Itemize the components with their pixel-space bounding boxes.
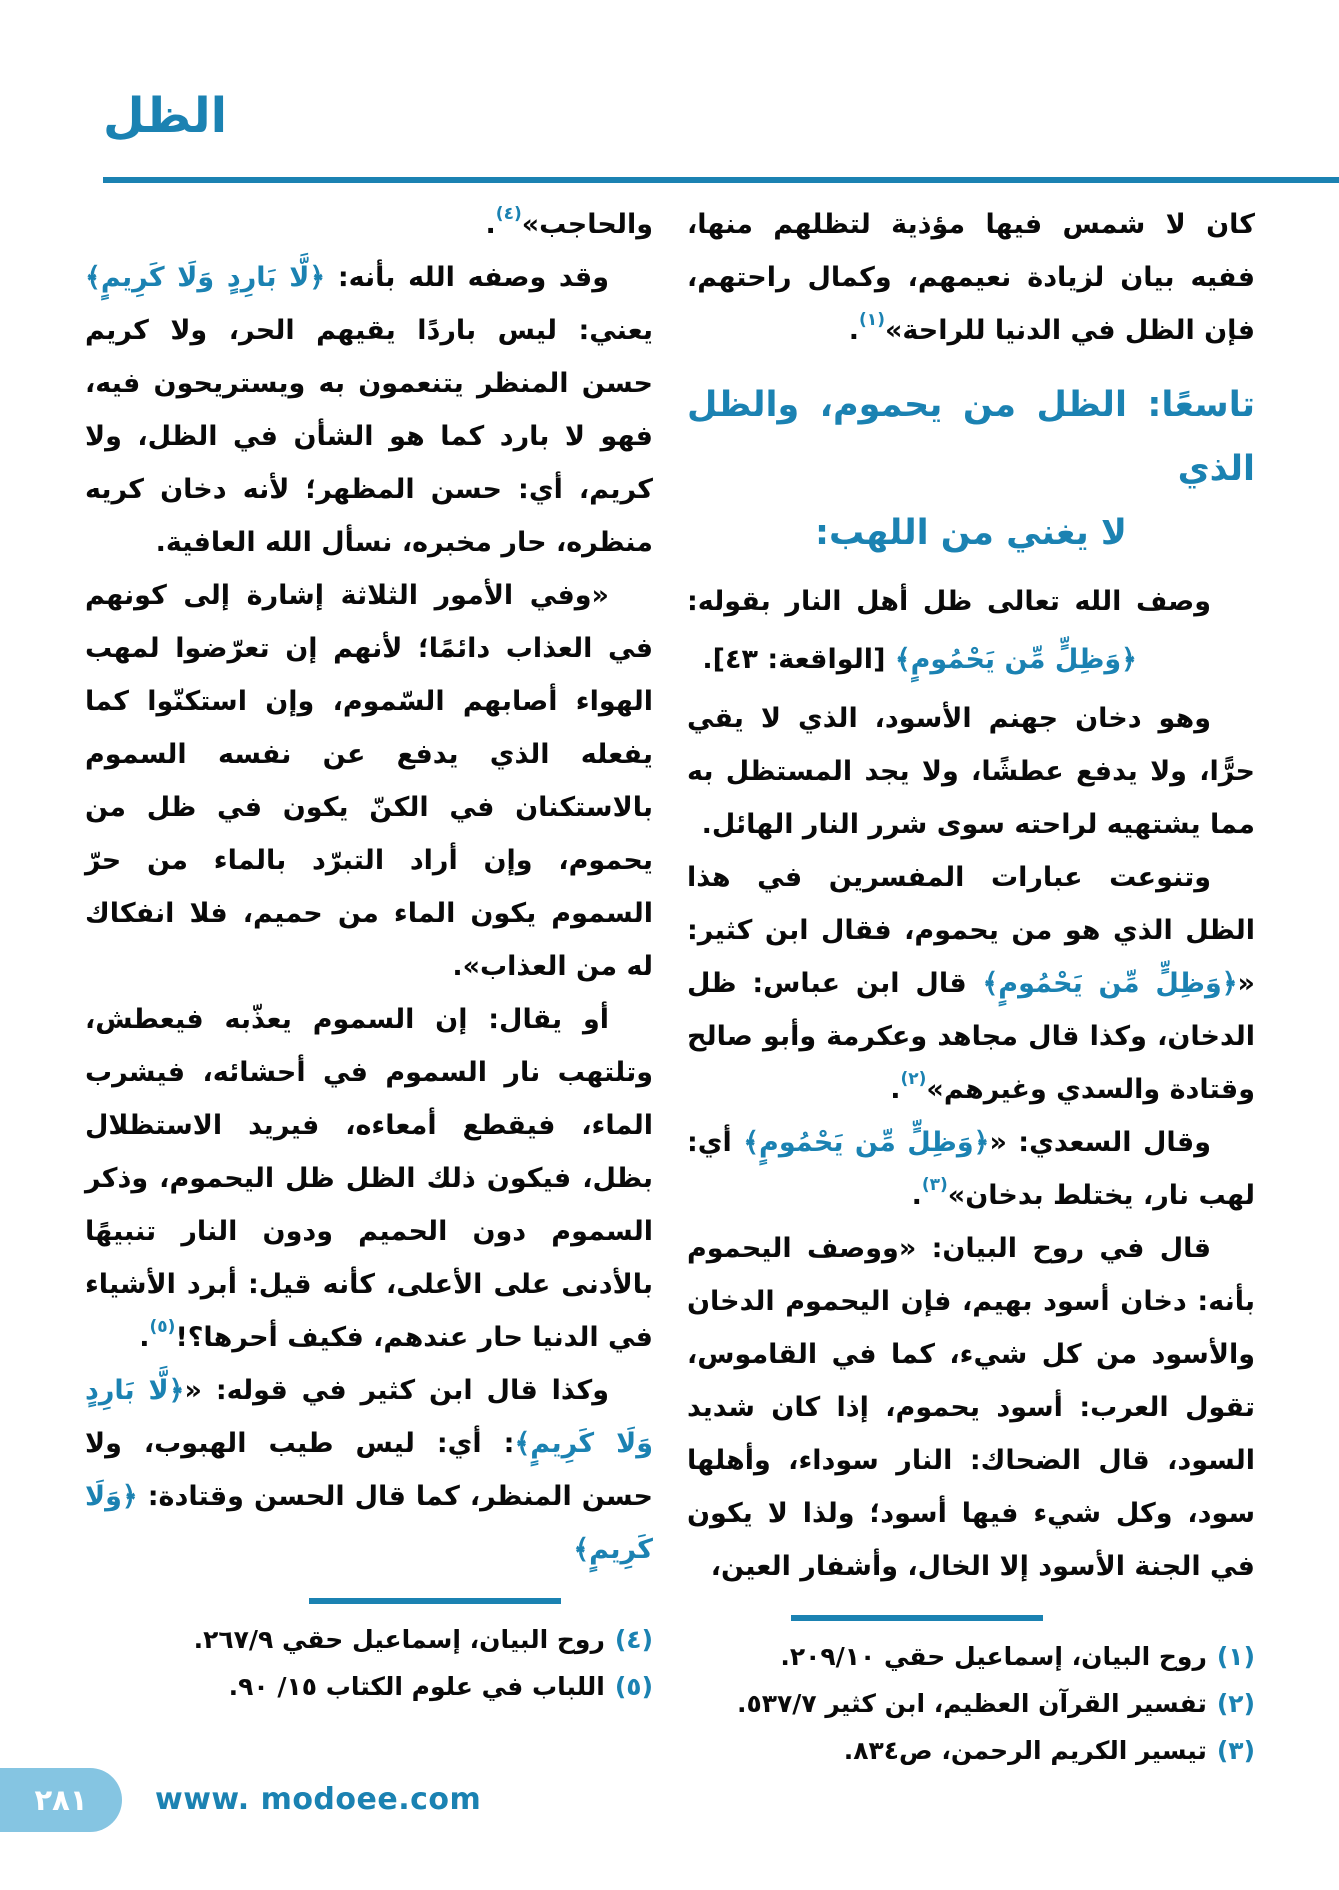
quran-verse: ﴿وَظِلٍّ مِّن يَحْمُومٍ﴾ xyxy=(743,1127,990,1158)
page-title: الظل xyxy=(103,88,228,144)
section-heading xyxy=(687,373,1255,565)
website-url: www. modoee.com xyxy=(155,1782,482,1817)
footnote-text: روح البيان، إسماعيل حقي ٢٦٧/٩. xyxy=(193,1625,605,1654)
text-run: . xyxy=(848,315,860,346)
header-rule xyxy=(103,177,1339,183)
footnote-marker: (١) xyxy=(1216,1642,1255,1671)
footnote xyxy=(85,1663,653,1710)
footnote-separator-rule xyxy=(791,1615,1043,1621)
quran-verse: ﴿وَظِلٍّ مِّن يَحْمُومٍ﴾ xyxy=(894,644,1137,675)
text-run: أي: لهب نار، يختلط بدخان» xyxy=(687,1127,1255,1211)
text-column-left xyxy=(85,198,653,1774)
text-run: وقال السعدي: « xyxy=(989,1127,1211,1158)
text-run: وقد وصفه الله بأنه: xyxy=(325,262,609,293)
text-run: . xyxy=(485,209,496,240)
text-run: . xyxy=(139,1322,150,1353)
footnote xyxy=(687,1633,1255,1680)
text-run: . xyxy=(890,1074,901,1105)
paragraph xyxy=(687,1116,1255,1222)
quran-verse: ﴿وَلَا كَرِيمٍ﴾ xyxy=(85,1481,653,1565)
footnote-ref-superscript: (٣) xyxy=(921,1175,948,1195)
text-run: وهو دخان جهنم الأسود، الذي لا يقي حرًّا، ولا يدفع عطشًا، ولا يجد المستظل به مما يشتهيه لراحته سوى شرر النار الهائل. xyxy=(687,703,1255,840)
footnote-marker: (٢) xyxy=(1216,1689,1255,1718)
footnote-ref-superscript: (٢) xyxy=(900,1069,927,1089)
text-run: «وفي الأمور الثلاثة إشارة إلى كونهم في العذاب دائمًا؛ لأنهم إن تعرّضوا لمهب الهواء أصابهم السّموم، وإن استكنّوا كما يفعله الذي يدفع عن نفسه السموم بالاستكنان في الكنّ يكون في ظل من يحموم، وإن أراد التبرّد بالماء من حرّ السموم يكون الماء من حميم، فلا انفكاك له من العذاب». xyxy=(85,580,653,982)
text-run: أو يقال: إن السموم يعذّبه فيعطش، وتلتهب نار السموم في أحشائه، فيشرب الماء، فيقطع أمعاءه، فيريد الاستظلال بظل، فيكون ذلك الظل ظل اليحموم، وذكر السموم دون الحميم ودون النار تنبيهًا بالأدنى على الأعلى، كأنه قيل: أبرد الأشياء في الدنيا حار عندهم، فكيف أحرها؟! xyxy=(85,1004,653,1353)
text-run: يعني: ليس باردًا يقيهم الحر، ولا كريم حسن المنظر يتنعمون به ويستريحون فيه، فهو لا بارد كما هو الشأن في الظل، ولا كريم، أي: حسن المظهر؛ لأنه دخان كريه منظره، حار مخبره، نسأل الله العافية. xyxy=(85,315,653,558)
text-column-right xyxy=(687,198,1255,1774)
text-run: قال ابن عباس: ظل الدخان، وكذا قال مجاهد وعكرمة وأبو صالح وقتادة والسدي وغيرهم» xyxy=(687,968,1255,1105)
paragraph xyxy=(687,1222,1255,1593)
footnote-marker: (٤) xyxy=(614,1625,653,1654)
paragraph xyxy=(687,575,1255,628)
text-run: : أي: ليس طيب الهبوب، ولا حسن المنظر، كما قال الحسن وقتادة: xyxy=(85,1428,653,1512)
page-number-pill xyxy=(0,1768,122,1832)
text-run: وتنوعت عبارات المفسرين في هذا الظل الذي هو من يحموم، فقال ابن كثير: « xyxy=(687,862,1255,999)
paragraph xyxy=(687,198,1255,357)
footnote-separator-rule xyxy=(309,1598,561,1604)
footnote xyxy=(687,1680,1255,1727)
footnote-text: اللباب في علوم الكتاب ١٥/ ٩٠. xyxy=(228,1672,605,1701)
footnote-marker: (٣) xyxy=(1216,1736,1255,1765)
paragraph xyxy=(85,251,653,569)
text-run: والحاجب» xyxy=(521,209,653,240)
footnote-text: تيسير الكريم الرحمن، ص٨٣٤. xyxy=(843,1736,1207,1765)
text-run: كان لا شمس فيها مؤذية لتظلهم منها، ففيه بيان لزيادة نعيمهم، وكمال راحتهم، فإن الظل في الدنيا للراحة» xyxy=(687,209,1255,346)
footnote xyxy=(687,1727,1255,1774)
text-run: وصف الله تعالى ظل أهل النار بقوله: xyxy=(687,586,1211,617)
footnote-text: تفسير القرآن العظيم، ابن كثير ٥٣٧/٧. xyxy=(737,1689,1207,1718)
paragraph xyxy=(687,851,1255,1116)
section-heading-line: لا يغني من اللهب: xyxy=(815,513,1127,553)
page-number: ٢٨١ xyxy=(34,1783,88,1817)
text-run: . xyxy=(911,1180,922,1211)
paragraph xyxy=(85,993,653,1364)
paragraph xyxy=(85,198,653,251)
footnote-text: روح البيان، إسماعيل حقي ٢٠٩/١٠. xyxy=(780,1642,1207,1671)
paragraph xyxy=(687,692,1255,851)
text-run: قال في روح البيان: «ووصف اليحموم بأنه: دخان أسود بهيم، فإن اليحموم الدخان والأسود من كل شيء، كما في القاموس، تقول العرب: أسود يحموم، إذا كان شديد السود، قال الضحاك: النار سوداء، وأهلها سود، وكل شيء فيها أسود؛ ولذا لا يكون في الجنة الأسود إلا الخال، وأشفار العين، xyxy=(687,1233,1255,1582)
paragraph xyxy=(85,1364,653,1576)
footnote-ref-superscript: (٤) xyxy=(495,204,522,224)
quran-verse-line xyxy=(687,628,1255,692)
footnotes-block xyxy=(687,1615,1255,1774)
paragraph xyxy=(85,569,653,993)
footnote-ref-superscript: (٥) xyxy=(149,1317,176,1337)
section-heading-line: تاسعًا: الظل من يحموم، والظل الذي xyxy=(687,385,1255,489)
quran-verse: ﴿وَظِلٍّ مِّن يَحْمُومٍ﴾ xyxy=(982,968,1238,999)
text-run: وكذا قال ابن كثير في قوله: « xyxy=(184,1375,609,1406)
footnote-ref-superscript: (١) xyxy=(859,310,885,330)
page-content xyxy=(85,198,1255,1774)
text-run: [الواقعة: ٤٣]. xyxy=(702,644,895,675)
quran-verse: ﴿لَّا بَارِدٍ وَلَا كَرِيمٍ﴾ xyxy=(85,262,326,293)
footnote xyxy=(85,1616,653,1663)
footnote-marker: (٥) xyxy=(614,1672,653,1701)
quran-verse: ﴿لَّا بَارِدٍ وَلَا كَرِيمٍ﴾ xyxy=(85,1375,653,1459)
footnotes-block xyxy=(85,1598,653,1710)
